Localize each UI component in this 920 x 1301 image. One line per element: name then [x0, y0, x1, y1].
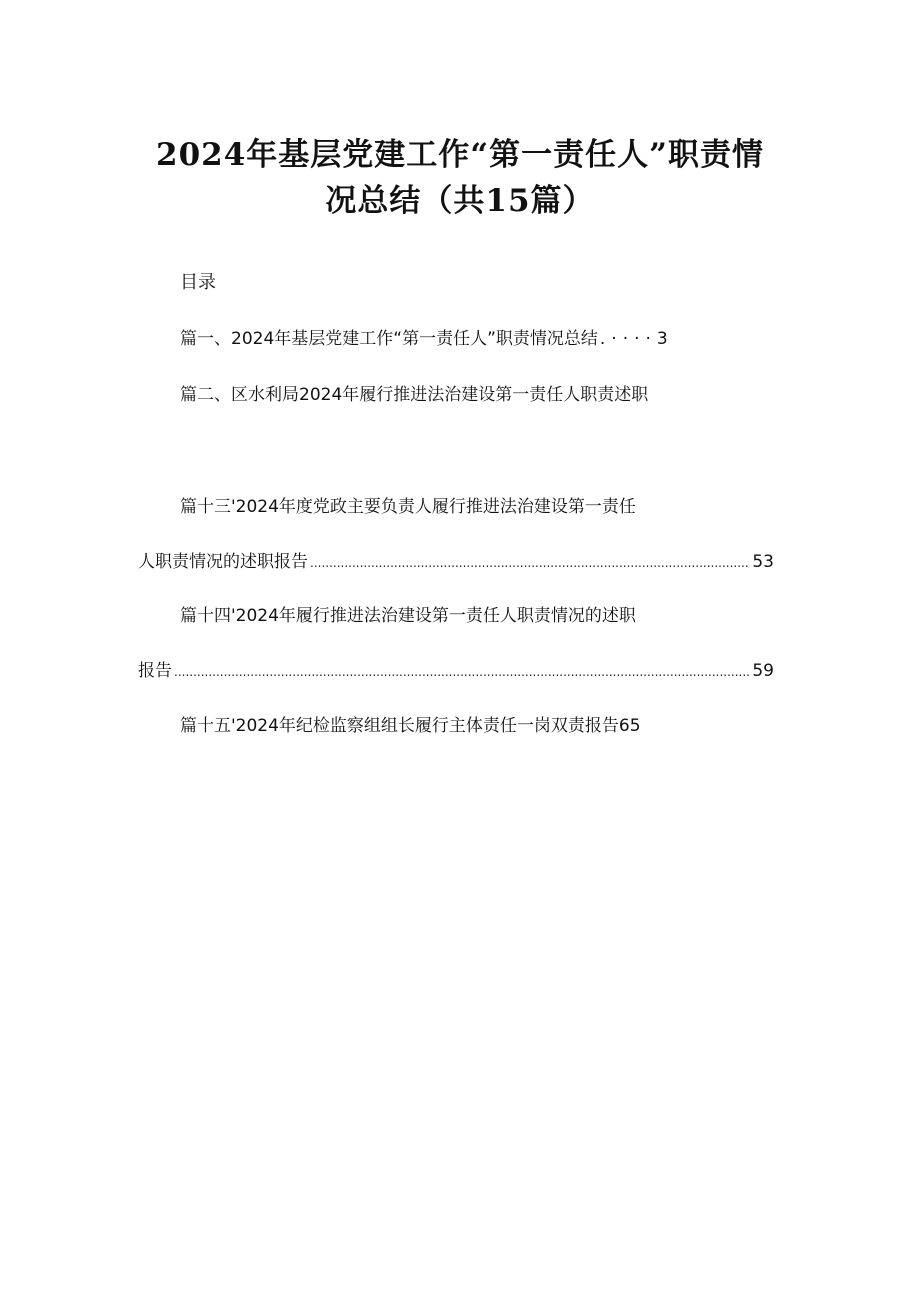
- title-line-2: 况总结（共15篇）: [325, 183, 595, 219]
- toc-entry-14-line-2[interactable]: [138, 658, 774, 685]
- toc-entry-13-text-line-1: 篇十三'2024年度党政主要负责人履行推进法治建设第一责任: [180, 497, 636, 517]
- document-title: [120, 132, 800, 224]
- toc-entry-15-text: 篇十五'2024年纪检监察组组长履行主体责任一岗双责报告65: [180, 716, 641, 736]
- toc-entry-15[interactable]: [180, 713, 641, 739]
- toc-entry-13-line-2[interactable]: [138, 549, 774, 576]
- toc-entry-14-text-line-1: 篇十四'2024年履行推进法治建设第一责任人职责情况的述职: [180, 606, 636, 626]
- toc-entry-13-leader: [310, 549, 750, 576]
- toc-entry-14-page: 59: [752, 661, 774, 681]
- toc-entry-1-leader: .····: [599, 329, 657, 349]
- toc-entry-1-text: 篇一、2024年基层党建工作“第一责任人”职责情况总结: [180, 329, 598, 349]
- toc-entry-14-leader: [174, 658, 750, 685]
- toc-entry-2[interactable]: [180, 382, 648, 408]
- toc-entry-13-line-1[interactable]: [180, 494, 636, 520]
- toc-entry-13-text-line-2: 人职责情况的述职报告: [138, 552, 308, 572]
- toc-entry-14-text-line-2: 报告: [138, 661, 172, 681]
- toc-entry-1-page: 3: [656, 329, 668, 349]
- toc-heading: 目录: [180, 272, 216, 293]
- toc-entry-1[interactable]: [180, 326, 668, 352]
- title-line-1: 2024年基层党建工作“第一责任人”职责情: [156, 137, 764, 173]
- toc-entry-13-page: 53: [752, 552, 774, 572]
- toc-entry-2-text: 篇二、区水利局2024年履行推进法治建设第一责任人职责述职: [180, 385, 649, 405]
- toc-entry-14-line-1[interactable]: [180, 603, 636, 629]
